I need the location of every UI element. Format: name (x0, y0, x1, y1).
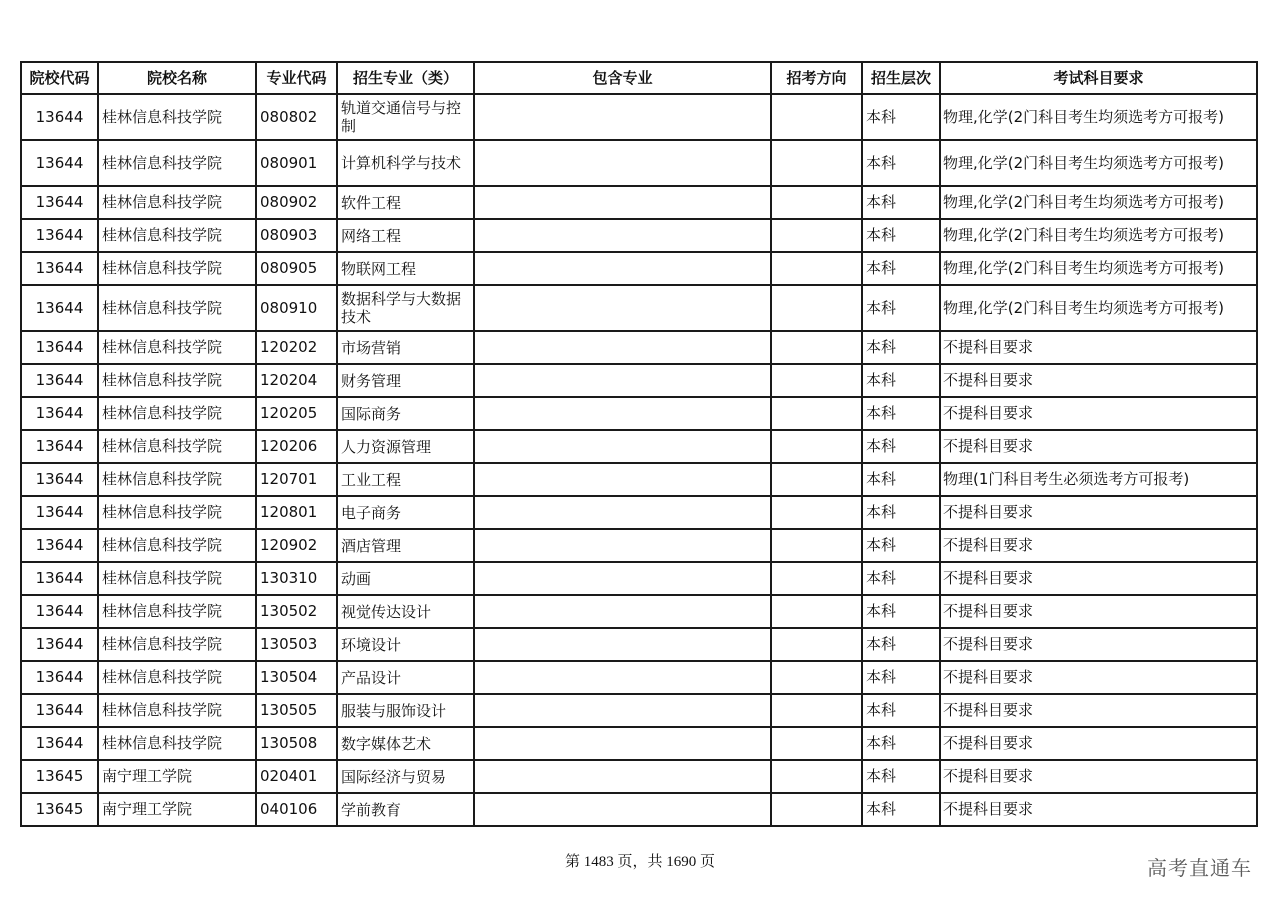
cell-included-majors (474, 529, 771, 562)
cell-major: 市场营销 (337, 331, 474, 364)
cell-subject-requirement: 物理,化学(2门科目考生均须选考方可报考) (940, 285, 1257, 331)
cell-school-name: 桂林信息科技学院 (98, 219, 256, 252)
cell-major-code: 130505 (256, 694, 337, 727)
cell-subject-requirement: 不提科目要求 (940, 562, 1257, 595)
cell-major-code: 040106 (256, 793, 337, 826)
table-row (21, 285, 1257, 331)
cell-major-code: 120206 (256, 430, 337, 463)
cell-direction (771, 628, 862, 661)
cell-included-majors (474, 94, 771, 140)
cell-level: 本科 (862, 628, 940, 661)
table-row (21, 463, 1257, 496)
table-row (21, 628, 1257, 661)
cell-direction (771, 364, 862, 397)
table-row (21, 397, 1257, 430)
cell-level: 本科 (862, 727, 940, 760)
cell-direction (771, 430, 862, 463)
table-row (21, 331, 1257, 364)
cell-major-code: 080901 (256, 140, 337, 186)
header-direction: 招考方向 (771, 62, 862, 94)
cell-major-code: 020401 (256, 760, 337, 793)
cell-major: 学前教育 (337, 793, 474, 826)
cell-major: 网络工程 (337, 219, 474, 252)
cell-school-name: 南宁理工学院 (98, 793, 256, 826)
cell-included-majors (474, 430, 771, 463)
cell-major: 工业工程 (337, 463, 474, 496)
table-header-row (21, 62, 1257, 94)
cell-level: 本科 (862, 793, 940, 826)
header-level: 招生层次 (862, 62, 940, 94)
table-row (21, 186, 1257, 219)
header-subject-requirement: 考试科目要求 (940, 62, 1257, 94)
cell-school-name: 桂林信息科技学院 (98, 430, 256, 463)
table-row (21, 94, 1257, 140)
cell-school-name: 桂林信息科技学院 (98, 496, 256, 529)
cell-level: 本科 (862, 529, 940, 562)
cell-school-name: 桂林信息科技学院 (98, 140, 256, 186)
cell-major-code: 080905 (256, 252, 337, 285)
cell-direction (771, 186, 862, 219)
cell-level: 本科 (862, 463, 940, 496)
cell-subject-requirement: 不提科目要求 (940, 628, 1257, 661)
cell-school-code: 13644 (21, 186, 98, 219)
admissions-table (20, 61, 1258, 827)
cell-school-code: 13644 (21, 562, 98, 595)
cell-direction (771, 661, 862, 694)
cell-major: 人力资源管理 (337, 430, 474, 463)
table-row (21, 529, 1257, 562)
cell-level: 本科 (862, 661, 940, 694)
cell-major: 轨道交通信号与控制 (337, 94, 474, 140)
cell-school-name: 桂林信息科技学院 (98, 529, 256, 562)
cell-level: 本科 (862, 694, 940, 727)
cell-included-majors (474, 793, 771, 826)
cell-subject-requirement: 不提科目要求 (940, 694, 1257, 727)
cell-direction (771, 94, 862, 140)
cell-major: 酒店管理 (337, 529, 474, 562)
cell-direction (771, 595, 862, 628)
cell-school-name: 桂林信息科技学院 (98, 463, 256, 496)
table-row (21, 793, 1257, 826)
cell-included-majors (474, 219, 771, 252)
cell-subject-requirement: 不提科目要求 (940, 595, 1257, 628)
cell-major: 视觉传达设计 (337, 595, 474, 628)
cell-subject-requirement: 物理,化学(2门科目考生均须选考方可报考) (940, 94, 1257, 140)
cell-subject-requirement: 不提科目要求 (940, 727, 1257, 760)
cell-level: 本科 (862, 331, 940, 364)
cell-included-majors (474, 727, 771, 760)
cell-major-code: 120902 (256, 529, 337, 562)
cell-major: 动画 (337, 562, 474, 595)
cell-major-code: 120204 (256, 364, 337, 397)
cell-level: 本科 (862, 562, 940, 595)
table-row (21, 661, 1257, 694)
cell-school-code: 13644 (21, 285, 98, 331)
cell-major-code: 130508 (256, 727, 337, 760)
cell-included-majors (474, 496, 771, 529)
cell-school-code: 13644 (21, 331, 98, 364)
cell-subject-requirement: 物理,化学(2门科目考生均须选考方可报考) (940, 140, 1257, 186)
cell-school-code: 13644 (21, 94, 98, 140)
cell-school-name: 桂林信息科技学院 (98, 562, 256, 595)
header-major-code: 专业代码 (256, 62, 337, 94)
cell-subject-requirement: 不提科目要求 (940, 364, 1257, 397)
page-number: 第 1483 页，共 1690 页 (564, 854, 715, 870)
cell-major-code: 080903 (256, 219, 337, 252)
cell-school-name: 桂林信息科技学院 (98, 661, 256, 694)
cell-school-code: 13644 (21, 430, 98, 463)
header-school-name: 院校名称 (98, 62, 256, 94)
cell-subject-requirement: 不提科目要求 (940, 397, 1257, 430)
cell-direction (771, 397, 862, 430)
cell-level: 本科 (862, 595, 940, 628)
cell-school-code: 13644 (21, 252, 98, 285)
cell-included-majors (474, 285, 771, 331)
cell-school-name: 桂林信息科技学院 (98, 364, 256, 397)
cell-school-name: 桂林信息科技学院 (98, 628, 256, 661)
cell-direction (771, 331, 862, 364)
table-row (21, 727, 1257, 760)
cell-level: 本科 (862, 186, 940, 219)
cell-included-majors (474, 661, 771, 694)
table-row (21, 252, 1257, 285)
cell-school-code: 13644 (21, 364, 98, 397)
cell-school-name: 桂林信息科技学院 (98, 694, 256, 727)
cell-major-code: 080902 (256, 186, 337, 219)
cell-major: 财务管理 (337, 364, 474, 397)
cell-level: 本科 (862, 252, 940, 285)
cell-major-code: 130502 (256, 595, 337, 628)
cell-school-name: 桂林信息科技学院 (98, 595, 256, 628)
cell-major: 产品设计 (337, 661, 474, 694)
cell-school-code: 13644 (21, 628, 98, 661)
cell-school-name: 桂林信息科技学院 (98, 331, 256, 364)
cell-level: 本科 (862, 397, 940, 430)
cell-school-name: 桂林信息科技学院 (98, 94, 256, 140)
cell-level: 本科 (862, 430, 940, 463)
cell-major: 国际经济与贸易 (337, 760, 474, 793)
cell-included-majors (474, 628, 771, 661)
cell-major-code: 080910 (256, 285, 337, 331)
cell-school-name: 南宁理工学院 (98, 760, 256, 793)
cell-major-code: 130504 (256, 661, 337, 694)
cell-major: 数据科学与大数据技术 (337, 285, 474, 331)
cell-subject-requirement: 不提科目要求 (940, 793, 1257, 826)
table-row (21, 496, 1257, 529)
cell-direction (771, 252, 862, 285)
table-row (21, 694, 1257, 727)
cell-major-code: 130503 (256, 628, 337, 661)
cell-major-code: 120801 (256, 496, 337, 529)
cell-subject-requirement: 不提科目要求 (940, 661, 1257, 694)
cell-included-majors (474, 760, 771, 793)
cell-level: 本科 (862, 285, 940, 331)
cell-level: 本科 (862, 140, 940, 186)
cell-school-code: 13644 (21, 529, 98, 562)
cell-major-code: 120202 (256, 331, 337, 364)
cell-direction (771, 694, 862, 727)
cell-school-name: 桂林信息科技学院 (98, 186, 256, 219)
cell-subject-requirement: 不提科目要求 (940, 331, 1257, 364)
table-row (21, 760, 1257, 793)
cell-subject-requirement: 不提科目要求 (940, 430, 1257, 463)
cell-major-code: 120205 (256, 397, 337, 430)
cell-level: 本科 (862, 94, 940, 140)
cell-included-majors (474, 463, 771, 496)
cell-level: 本科 (862, 364, 940, 397)
table-row (21, 562, 1257, 595)
cell-school-code: 13644 (21, 463, 98, 496)
cell-included-majors (474, 595, 771, 628)
cell-school-name: 桂林信息科技学院 (98, 285, 256, 331)
watermark: 高考直通车 (1147, 856, 1252, 880)
cell-school-code: 13644 (21, 661, 98, 694)
cell-included-majors (474, 694, 771, 727)
header-included-majors: 包含专业 (474, 62, 771, 94)
header-school-code: 院校代码 (21, 62, 98, 94)
cell-included-majors (474, 252, 771, 285)
cell-major: 服装与服饰设计 (337, 694, 474, 727)
cell-subject-requirement: 物理(1门科目考生必须选考方可报考) (940, 463, 1257, 496)
table-body (21, 94, 1257, 826)
cell-direction (771, 219, 862, 252)
cell-major: 计算机科学与技术 (337, 140, 474, 186)
cell-subject-requirement: 物理,化学(2门科目考生均须选考方可报考) (940, 252, 1257, 285)
cell-major-code: 120701 (256, 463, 337, 496)
table-row (21, 430, 1257, 463)
cell-included-majors (474, 331, 771, 364)
table-row (21, 364, 1257, 397)
cell-direction (771, 760, 862, 793)
cell-major-code: 080802 (256, 94, 337, 140)
cell-major: 软件工程 (337, 186, 474, 219)
cell-major-code: 130310 (256, 562, 337, 595)
cell-school-code: 13644 (21, 140, 98, 186)
cell-direction (771, 496, 862, 529)
cell-school-code: 13645 (21, 793, 98, 826)
cell-included-majors (474, 364, 771, 397)
cell-direction (771, 727, 862, 760)
table-row (21, 140, 1257, 186)
cell-school-code: 13645 (21, 760, 98, 793)
cell-major: 环境设计 (337, 628, 474, 661)
cell-school-code: 13644 (21, 694, 98, 727)
header-major: 招生专业（类） (337, 62, 474, 94)
cell-level: 本科 (862, 219, 940, 252)
cell-included-majors (474, 140, 771, 186)
cell-school-code: 13644 (21, 397, 98, 430)
cell-direction (771, 562, 862, 595)
cell-direction (771, 529, 862, 562)
table-row (21, 219, 1257, 252)
cell-direction (771, 285, 862, 331)
cell-direction (771, 140, 862, 186)
cell-school-code: 13644 (21, 727, 98, 760)
cell-direction (771, 793, 862, 826)
cell-school-name: 桂林信息科技学院 (98, 727, 256, 760)
cell-school-code: 13644 (21, 219, 98, 252)
cell-school-code: 13644 (21, 595, 98, 628)
cell-school-name: 桂林信息科技学院 (98, 397, 256, 430)
cell-school-name: 桂林信息科技学院 (98, 252, 256, 285)
cell-major: 物联网工程 (337, 252, 474, 285)
cell-subject-requirement: 不提科目要求 (940, 529, 1257, 562)
cell-subject-requirement: 物理,化学(2门科目考生均须选考方可报考) (940, 219, 1257, 252)
cell-major: 数字媒体艺术 (337, 727, 474, 760)
cell-major: 电子商务 (337, 496, 474, 529)
cell-included-majors (474, 562, 771, 595)
cell-subject-requirement: 不提科目要求 (940, 760, 1257, 793)
cell-major: 国际商务 (337, 397, 474, 430)
cell-level: 本科 (862, 496, 940, 529)
cell-direction (771, 463, 862, 496)
cell-included-majors (474, 397, 771, 430)
cell-level: 本科 (862, 760, 940, 793)
table-row (21, 595, 1257, 628)
cell-subject-requirement: 不提科目要求 (940, 496, 1257, 529)
cell-included-majors (474, 186, 771, 219)
cell-subject-requirement: 物理,化学(2门科目考生均须选考方可报考) (940, 186, 1257, 219)
cell-school-code: 13644 (21, 496, 98, 529)
